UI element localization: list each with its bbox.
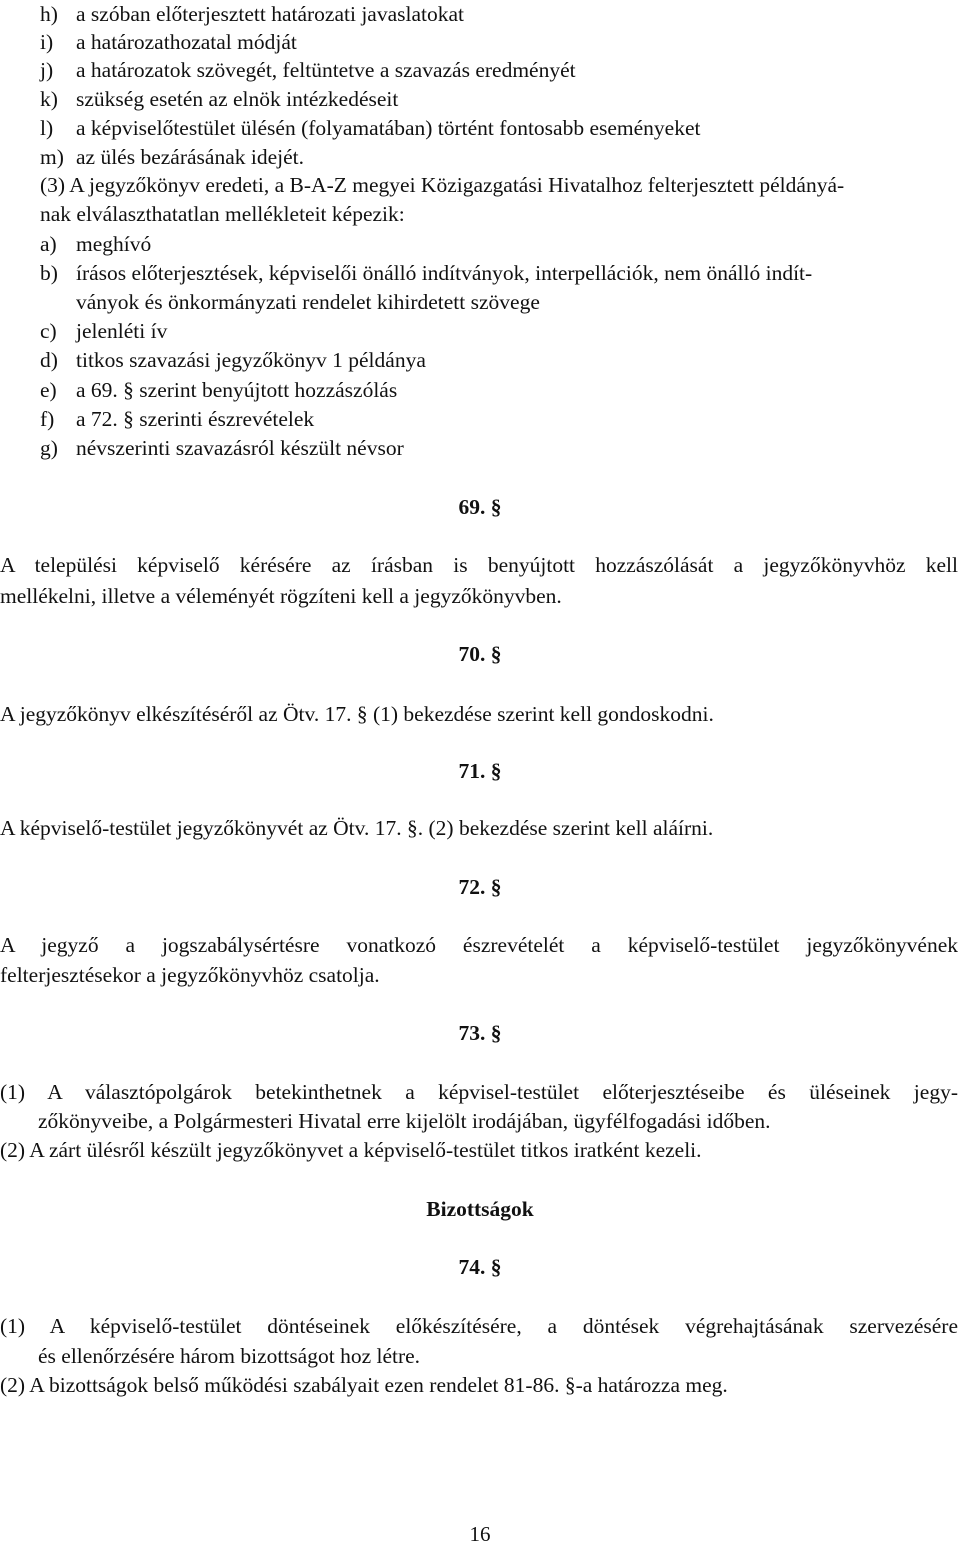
section-heading-70: 70. § (458, 642, 502, 666)
list-label: g) (40, 436, 58, 460)
list-label: h) (40, 2, 58, 26)
section-69-line-2: mellékelni, illetve a véleményét rögzíteni kell a jegyzőkönyvben. (0, 584, 562, 608)
list-text: a szóban előterjesztett határozati javaslatokat (76, 2, 465, 26)
list-text: ványok és önkormányzati rendelet kihirdetett szövege (76, 290, 540, 314)
paragraph-3-line-2 (40, 200, 960, 229)
section-heading-73: 73. § (458, 1021, 502, 1045)
list-item (0, 376, 960, 405)
list-text: névszerinti szavazásról készült névsor (76, 436, 404, 460)
list-label: m) (40, 145, 64, 169)
list-label: k) (40, 87, 58, 111)
section-73-line-2: zőkönyveibe, a Polgármesteri Hivatal erre kijelölt irodájában, ügyfélfogadási időben. (38, 1109, 771, 1133)
section-70-line-1: A jegyzőkönyv elkészítéséről az Ötv. 17. § (1) bekezdése szerint kell gondoskodni. (0, 702, 714, 726)
list-text: titkos szavazási jegyzőkönyv 1 példánya (76, 348, 426, 372)
section-74-line-3: (2) A bizottságok belső működési szabályait ezen rendelet 81-86. §-a határozza meg. (0, 1373, 728, 1397)
list-label: l) (40, 116, 54, 140)
list-item (0, 405, 960, 434)
list-label: b) (40, 261, 58, 285)
list-label: j) (40, 58, 54, 82)
list-text: a határozathozatal módját (76, 30, 297, 54)
list-item (0, 0, 960, 29)
section-73-line-1: (1) A választópolgárok betekinthetnek a képvisel-testület előterjesztéseibe és üléseinek jegy- (0, 1080, 958, 1104)
section-heading-69: 69. § (458, 495, 502, 519)
list-text: meghívó (76, 232, 152, 256)
list-item (0, 346, 960, 375)
section-heading-71: 71. § (458, 759, 502, 783)
list-label: d) (40, 348, 58, 372)
list-item (0, 56, 960, 85)
section-71-line-1: A képviselő-testület jegyzőkönyvét az Ötv. 17. §. (2) bekezdése szerint kell aláírni. (0, 816, 714, 840)
section-heading-74: 74. § (458, 1255, 502, 1279)
section-69-line-1: A települési képviselő kérésére az írásban is benyújtott hozzászólását a jegyzőkönyvhöz kell (0, 553, 958, 577)
list-label: f) (40, 407, 55, 431)
list-item (0, 434, 960, 463)
list-text: a 72. § szerinti észrevételek (76, 407, 315, 431)
list-item (0, 85, 960, 114)
list-text: a 69. § szerint benyújtott hozzászólás (76, 378, 398, 402)
list-text: szükség esetén az elnök intézkedéseit (76, 87, 399, 111)
section-heading-72: 72. § (458, 875, 502, 899)
list-item (0, 28, 960, 57)
list-label: a) (40, 232, 57, 256)
list-text: írásos előterjesztések, képviselői önálló indítványok, interpellációk, nem önálló indít- (76, 261, 813, 285)
list-item (0, 230, 960, 259)
section-72-line-2: felterjesztésekor a jegyzőkönyvhöz csatolja. (0, 963, 380, 987)
list-label: e) (40, 378, 57, 402)
chapter-title: Bizottságok (426, 1197, 534, 1221)
list-item (0, 317, 960, 346)
section-72-line-1: A jegyző a jogszabálysértésre vonatkozó észrevételét a képviselő-testület jegyzőkönyvének (0, 933, 958, 957)
paragraph-3-line-1 (40, 171, 958, 200)
list-text: a képviselőtestület ülésén (folyamatában) történt fontosabb eseményeket (76, 116, 701, 140)
page-number: 16 (469, 1522, 491, 1546)
list-item (0, 143, 960, 172)
list-text: jelenléti ív (76, 319, 168, 343)
list-label: i) (40, 30, 54, 54)
list-label: c) (40, 319, 57, 343)
list-item (0, 288, 960, 317)
section-74-line-2: és ellenőrzésére három bizottságot hoz létre. (38, 1344, 421, 1368)
paragraph-text: nak elválaszthatatlan mellékleteit képezik: (40, 202, 405, 226)
list-text: a határozatok szövegét, feltüntetve a szavazás eredményét (76, 58, 576, 82)
list-item (0, 259, 960, 288)
section-73-line-3: (2) A zárt ülésről készült jegyzőkönyvet a képviselő-testület titkos iratként kezeli. (0, 1138, 702, 1162)
section-74-line-1: (1) A képviselő-testület döntéseinek előkészítésére, a döntések végrehajtásának szervezésére (0, 1314, 958, 1338)
paragraph-text: (3) A jegyzőkönyv eredeti, a B-A-Z megyei Közigazgatási Hivatalhoz felterjesztett példányá- (40, 173, 845, 197)
list-text: az ülés bezárásának idejét. (76, 145, 305, 169)
list-item (0, 114, 960, 143)
